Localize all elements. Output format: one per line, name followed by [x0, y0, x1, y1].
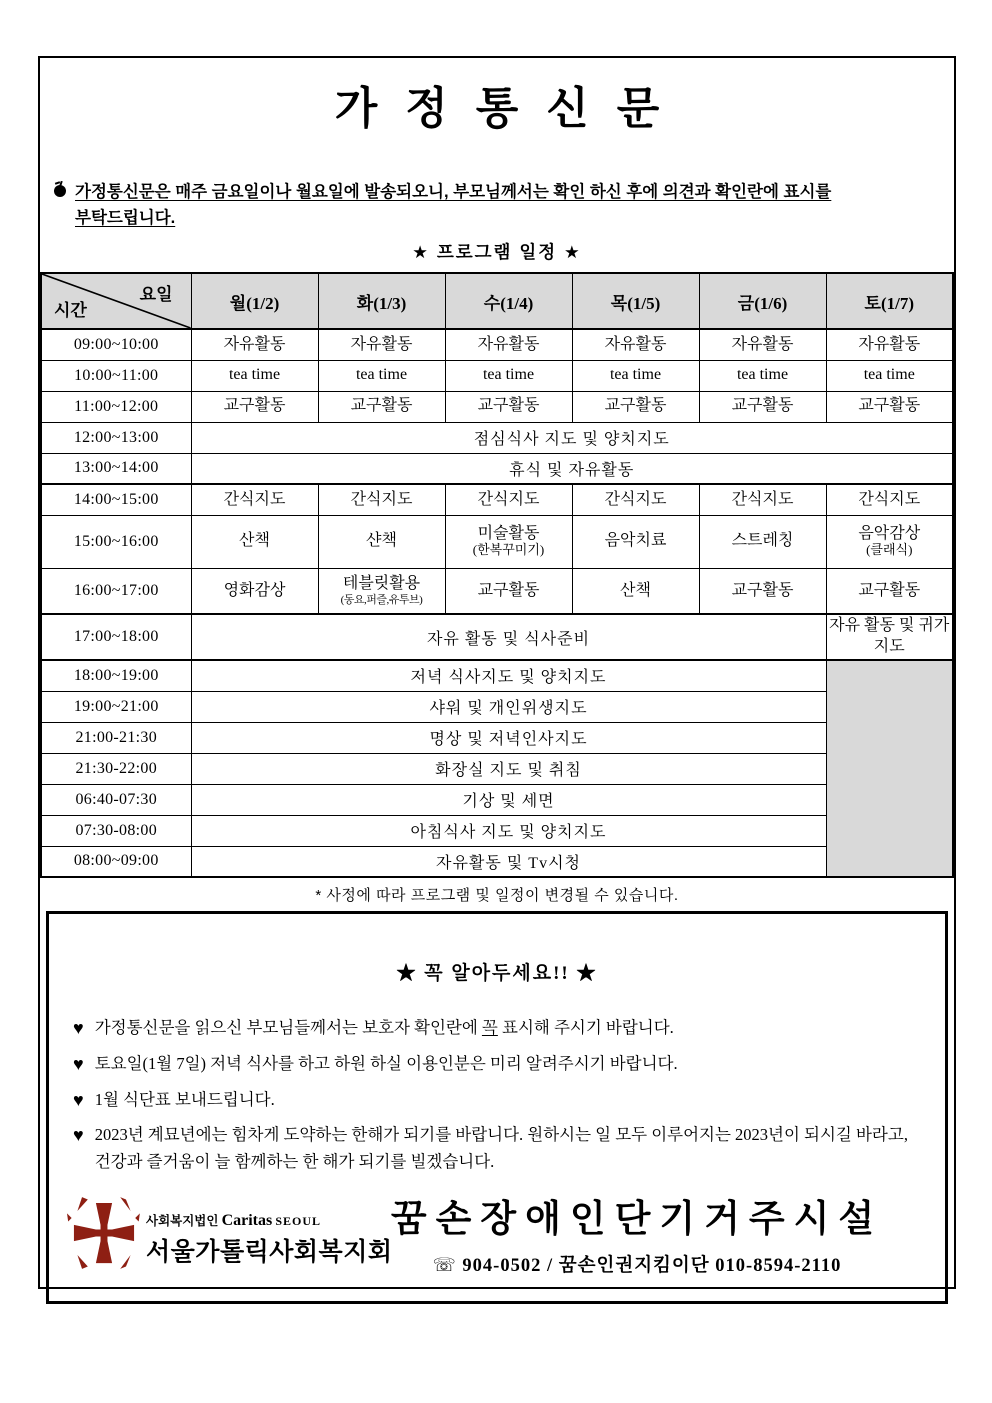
- corner-time-label: 시간: [54, 301, 87, 321]
- heart-bullet-icon: ♥: [73, 1125, 84, 1146]
- activity-cell: 간식지도: [572, 484, 699, 515]
- activity-cell: 교구활동: [699, 568, 826, 614]
- activity-cell: tea time: [826, 360, 953, 391]
- caritas-cross-icon: [67, 1193, 141, 1273]
- schedule-row: [41, 614, 953, 660]
- day-header-cell: 화(1/3): [318, 273, 445, 329]
- merged-activity-cell: 저녁 식사지도 및 양치지도: [191, 660, 826, 691]
- activity-cell: 교구활동: [445, 568, 572, 614]
- schedule-heading: ★ 프로그램 일정 ★: [412, 242, 582, 263]
- saturday-empty-block: [826, 660, 953, 877]
- table-note: * 사정에 따라 프로그램 및 일정이 변경될 수 있습니다.: [315, 887, 679, 905]
- activity-cell: 자유활동: [826, 329, 953, 360]
- notice-box: [46, 911, 948, 1304]
- day-header-cell: 금(1/6): [699, 273, 826, 329]
- activity-cell: 간식지도: [445, 484, 572, 515]
- time-cell: 14:00~15:00: [41, 484, 191, 515]
- time-cell: 08:00~09:00: [41, 846, 191, 877]
- facility-name: 꿈손장애인단기거주시설: [390, 1199, 884, 1241]
- merged-activity-cell: 샤워 및 개인위생지도: [191, 691, 826, 722]
- schedule-row: [41, 329, 953, 360]
- schedule-row: [41, 815, 953, 846]
- activity-cell: 교구활동: [826, 391, 953, 422]
- schedule-header-row: [41, 273, 953, 329]
- org-type-label: 사회복지법인: [146, 1214, 219, 1229]
- activity-cell: 음악감상 (클래식): [826, 515, 953, 568]
- intro-line2: 부탁드립니다.: [75, 208, 176, 227]
- activity-cell: 간식지도: [318, 484, 445, 515]
- corner-day-label: 요일: [139, 285, 173, 305]
- corner-cell: [41, 273, 191, 329]
- activity-cell: 샨책: [318, 515, 445, 568]
- activity-cell: 자유활동: [699, 329, 826, 360]
- seoul-label: SEOUL: [275, 1214, 322, 1229]
- activity-cell: 교구활동: [826, 568, 953, 614]
- schedule-row: [41, 784, 953, 815]
- activity-cell: tea time: [699, 360, 826, 391]
- merged-activity-cell: 아침식사 지도 및 양치지도: [191, 815, 826, 846]
- activity-cell: tea time: [191, 360, 318, 391]
- activity-cell: 간식지도: [699, 484, 826, 515]
- schedule-row: [41, 846, 953, 877]
- day-header-cell: 토(1/7): [826, 273, 953, 329]
- activity-cell: 산책: [572, 568, 699, 614]
- facility-block: [359, 1188, 915, 1277]
- org-name: 서울가톨릭사회복지회: [146, 1238, 393, 1267]
- activity-cell: 자유활동: [191, 329, 318, 360]
- org-type-line: [146, 1211, 393, 1230]
- schedule-table: [40, 272, 954, 878]
- merged-activity-cell: 화장실 지도 및 취침: [191, 753, 826, 784]
- time-cell: 13:00~14:00: [41, 453, 191, 484]
- time-cell: 09:00~10:00: [41, 329, 191, 360]
- activity-cell: tea time: [572, 360, 699, 391]
- time-cell: 18:00~19:00: [41, 660, 191, 691]
- footer: [49, 1188, 945, 1277]
- phone-icon: ☏: [432, 1256, 457, 1277]
- time-cell: 21:30-22:00: [41, 753, 191, 784]
- activity-cell: 간식지도: [191, 484, 318, 515]
- activity-cell: 테블릿활용 (동요,퍼즐,유투브): [318, 568, 445, 614]
- notice-item-text: 1월 식단표 보내드립니다.: [94, 1089, 275, 1109]
- schedule-row: [41, 360, 953, 391]
- activity-cell: 미술활동 (한복꾸미기): [445, 515, 572, 568]
- schedule-row: [41, 691, 953, 722]
- notice-heading: ★ 꼭 알아두세요!! ★: [396, 963, 598, 985]
- merged-activity-cell: 휴식 및 자유활동: [191, 453, 953, 484]
- phone-line: [359, 1251, 915, 1277]
- notice-item: [73, 1015, 917, 1042]
- page-title: 가정통신문: [334, 84, 688, 133]
- activity-cell: 음악치료: [572, 515, 699, 568]
- merged-activity-cell: 명상 및 저녁인사지도: [191, 722, 826, 753]
- activity-cell: 교구활동: [572, 391, 699, 422]
- activity-cell: 스트레칭: [699, 515, 826, 568]
- merged-activity-cell: 자유 활동 및 식사준비: [191, 614, 826, 660]
- merged-activity-cell: 자유활동 및 Tv시청: [191, 846, 826, 877]
- notice-item-text: 2023년 계묘년에는 힘차게 도약하는 한해가 되기를 바랍니다. 원하시는 일 모두 이루어지는 2023년이 되시길 바라고, 건강과 즐거움이 늘 함께하는 한 해가 되기를 빌겠습니다.: [94, 1125, 908, 1171]
- notice-item: [73, 1051, 917, 1078]
- activity-cell: 교구활동: [699, 391, 826, 422]
- heart-bullet-icon: ♥: [73, 1018, 84, 1039]
- org-logo: [67, 1193, 393, 1273]
- heart-bullet-icon: ♥: [73, 1089, 84, 1110]
- activity-cell: 자유활동: [318, 329, 445, 360]
- schedule-row: [41, 453, 953, 484]
- document-frame: [38, 56, 956, 1289]
- notice-item-text: 가정통신문을 읽으신 부모님들께서는 보호자 확인란에 꼭 표시해 주시기 바랍니다.: [94, 1018, 674, 1038]
- activity-cell: 영화감상: [191, 568, 318, 614]
- notice-item: [73, 1122, 917, 1175]
- merged-activity-cell: 점심식사 지도 및 양치지도: [191, 422, 953, 453]
- saturday-activity-cell: 자유 활동 및 귀가지도: [826, 614, 953, 660]
- schedule-row: [41, 722, 953, 753]
- time-cell: 16:00~17:00: [41, 568, 191, 614]
- heart-bullet-icon: ♥: [73, 1053, 84, 1074]
- intro-note: [54, 180, 938, 231]
- phone-text: 904-0502 / 꿈손인권지킴이단 010-8594-2110: [462, 1256, 842, 1277]
- merged-activity-cell: 기상 및 세면: [191, 784, 826, 815]
- activity-cell: tea time: [445, 360, 572, 391]
- apple-bullet-icon: [54, 185, 66, 197]
- org-logo-text: [146, 1197, 393, 1268]
- time-cell: 10:00~11:00: [41, 360, 191, 391]
- notice-item-text: 토요일(1월 7일) 저녁 식사를 하고 하원 하실 이용인분은 미리 알려주시기 바랍니다.: [94, 1053, 678, 1073]
- notice-list: [73, 1015, 917, 1176]
- time-cell: 15:00~16:00: [41, 515, 191, 568]
- schedule-row: [41, 753, 953, 784]
- time-cell: 19:00~21:00: [41, 691, 191, 722]
- schedule-row: [41, 422, 953, 453]
- day-header-cell: 목(1/5): [572, 273, 699, 329]
- day-header-cell: 월(1/2): [191, 273, 318, 329]
- time-cell: 11:00~12:00: [41, 391, 191, 422]
- time-cell: 17:00~18:00: [41, 614, 191, 660]
- caritas-label: Caritas: [221, 1212, 273, 1230]
- day-header-cell: 수(1/4): [445, 273, 572, 329]
- activity-cell: 간식지도: [826, 484, 953, 515]
- time-cell: 07:30-08:00: [41, 815, 191, 846]
- schedule-row: [41, 391, 953, 422]
- time-cell: 12:00~13:00: [41, 422, 191, 453]
- activity-cell: 자유활동: [572, 329, 699, 360]
- notice-item: [73, 1087, 917, 1114]
- intro-text: [75, 180, 831, 231]
- activity-cell: 교구활동: [318, 391, 445, 422]
- schedule-row: [41, 568, 953, 614]
- intro-line1: 가정통신문은 매주 금요일이나 월요일에 발송되오니, 부모님께서는 확인 하신 후에 의견과 확인란에 표시를: [75, 183, 832, 201]
- schedule-row: [41, 660, 953, 691]
- activity-cell: tea time: [318, 360, 445, 391]
- time-cell: 21:00-21:30: [41, 722, 191, 753]
- schedule-body: [41, 329, 953, 877]
- activity-cell: 교구활동: [191, 391, 318, 422]
- schedule-row: [41, 484, 953, 515]
- activity-cell: 산책: [191, 515, 318, 568]
- activity-cell: 자유활동: [445, 329, 572, 360]
- schedule-row: [41, 515, 953, 568]
- activity-cell: 교구활동: [445, 391, 572, 422]
- time-cell: 06:40-07:30: [41, 784, 191, 815]
